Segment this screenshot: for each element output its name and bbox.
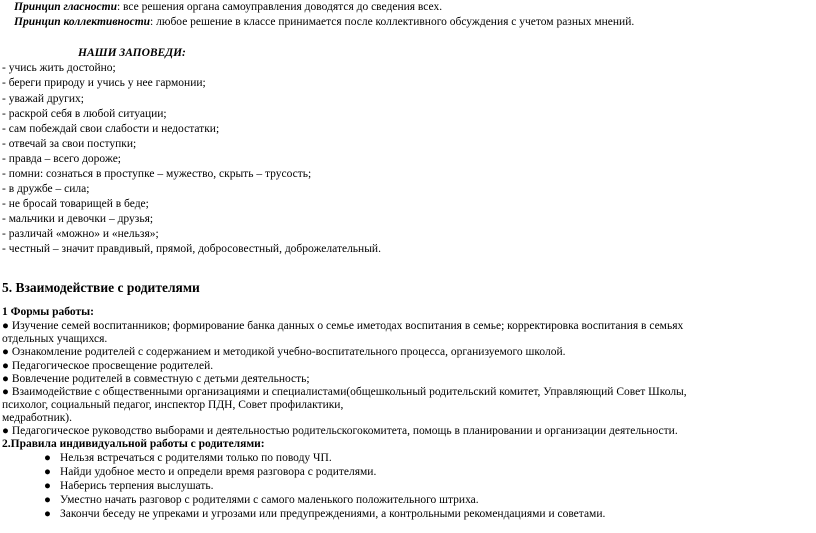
bullet-icon: ● [44, 452, 51, 464]
commandment-item: - правда – всего дороже; [2, 153, 121, 165]
bullet-icon: ● [44, 494, 51, 506]
principle-term: Принцип коллективности [14, 16, 151, 28]
commandment-item: - честный – значит правдивый, прямой, добросовестный, доброжелательный. [2, 243, 381, 255]
rule-text: Закончи беседу не упреками и угрозами или предупреждениями, а контрольными рекомендациями и советами. [60, 508, 606, 520]
commandment-item: - различай «можно» и «нельзя»; [2, 228, 159, 240]
rule-text: Уместно начать разговор с родителями с самого маленького положительного штриха. [60, 494, 479, 506]
rule-text: Найди удобное место и определи время разговора с родителями. [60, 466, 377, 478]
forms-line: психолог, социальный педагог, инспектор ПДН, Совет профилактики, [2, 399, 344, 411]
forms-line: ● Ознакомление родителей с содержанием и методикой учебно-воспитательного процесса, организуемого школой. [2, 346, 566, 358]
forms-line: ● Вовлечение родителей в совместную с детьми деятельность; [2, 373, 310, 385]
forms-line: ● Педагогическое руководство выборами и деятельностью родительскогокомитета, помощь в планировании и организации деятельности. [2, 425, 678, 437]
section-heading: 5. Взаимодействие с родителями [2, 280, 200, 295]
forms-line: отдельных учащихся. [2, 333, 108, 345]
principle-text: : любое решение в классе принимается после коллективного обсуждения с учетом разных мнений. [150, 16, 635, 28]
bullet-icon: ● [44, 466, 51, 478]
commandments-title: НАШИ ЗАПОВЕДИ: [78, 47, 186, 59]
principle-publicity [14, 1, 442, 14]
forms-line: ● Взаимодействие с общественными организациями и специалистами(общешкольный родительский комитет, Управляющий Совет Школы, [2, 386, 687, 398]
commandment-item: - раскрой себя в любой ситуации; [2, 108, 167, 120]
rule-item [0, 494, 816, 507]
rule-text: Наберись терпения выслушать. [60, 480, 214, 492]
forms-line: медработник). [2, 412, 73, 424]
commandment-item: - помни: сознаться в проступке – мужество, скрыть – трусость; [2, 168, 312, 180]
commandment-item: - мальчики и девочки – друзья; [2, 213, 154, 225]
forms-line: ● Изучение семей воспитанников; формирование банка данных о семье иметодах воспитания в семье; корректировка воспитания в семьях [2, 320, 684, 332]
commandment-item: - сам побеждай свои слабости и недостатки; [2, 123, 220, 135]
bullet-icon: ● [44, 508, 51, 520]
commandment-item: - учись жить достойно; [2, 62, 116, 74]
rule-item [0, 452, 816, 465]
commandment-item: - в дружбе – сила; [2, 183, 90, 195]
rule-item [0, 480, 816, 493]
principle-term: Принцип гласности [14, 1, 117, 13]
rule-item [0, 508, 816, 521]
commandment-item: - отвечай за свои поступки; [2, 138, 137, 150]
rule-item [0, 466, 816, 479]
rules-title: 2.Правила индивидуальной работы с родителями: [2, 438, 265, 450]
commandment-item: - не бросай товарищей в беде; [2, 198, 149, 210]
principle-text: : все решения органа самоуправления доводятся до сведения всех. [116, 1, 443, 13]
rule-text: Нельзя встречаться с родителями только по поводу ЧП. [60, 452, 332, 464]
commandment-item: - уважай других; [2, 93, 84, 105]
forms-title: 1 Формы работы: [2, 306, 94, 318]
commandment-item: - береги природу и учись у нее гармонии; [2, 77, 206, 89]
bullet-icon: ● [44, 480, 51, 492]
principle-collectivity [14, 16, 634, 29]
forms-line: ● Педагогическое просвещение родителей. [2, 360, 214, 372]
